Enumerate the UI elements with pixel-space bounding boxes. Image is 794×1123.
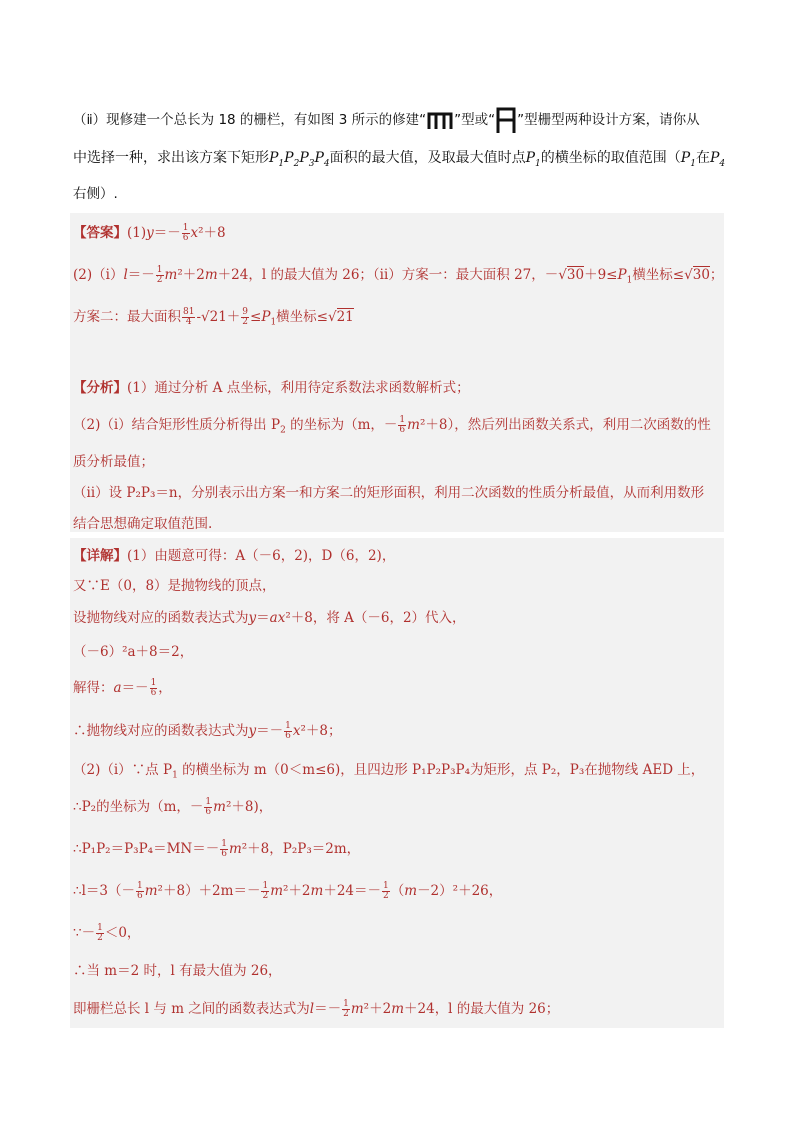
detail-line-8: ∴P₂的坐标为（m，－ $\frac{1}{6}$ m²＋8)， xyxy=(73,797,273,817)
detail-line-1: 【详解】(1）由题意可得：A（－6，2)，D（6，2)， xyxy=(73,548,396,564)
detail-line-2: 又∵E（0，8）是抛物线的顶点， xyxy=(73,578,276,594)
question-line-2: 中选择一种，求出该方案下矩形$P_1P_2P_3P_4$面积的最大值，及取最大值时点$P_1$的横坐标的取值范围（$P_1$在$P_4$ xyxy=(73,150,726,169)
answer-line-1: 【答案】(1)y＝－ $\frac{1}{6}$ x²＋8 xyxy=(73,222,226,243)
detail-line-3: 设抛物线对应的函数表达式为y＝ax²＋8，将 A（－6，2）代入， xyxy=(73,610,466,626)
analysis-line-4: （ⅱ）设 P₂P₃＝n，分别表示出方案一和方案二的矩形面积，利用二次函数的性质分析最值，从而利用数形 xyxy=(73,485,705,501)
analysis-line-5: 结合思想确定取值范围. xyxy=(73,516,213,532)
answer-line-3: 方案二：最大面积 $\frac{81}{4}$ -√21＋ $\frac{9}{2}$ $\le P_1$横坐标≤√21 xyxy=(73,306,354,328)
detail-line-13: 即栅栏总长 l 与 m 之间的函数表达式为l＝－ $\frac{1}{2}$ m²＋2m＋24，l 的最大值为 26； xyxy=(73,999,560,1019)
detail-line-5: 解得：a＝－ $\frac{1}{6}$ ， xyxy=(73,678,172,698)
detail-line-12: ∴当 m＝2 时，l 有最大值为 26， xyxy=(73,963,282,979)
ri-frame-icon xyxy=(495,106,517,134)
question-line-3: 右侧）. xyxy=(73,186,118,202)
detail-line-11: ∵－ $\frac{1}{2}$ ＜0， xyxy=(73,923,141,943)
detail-line-4: （－6）²a＋8＝2， xyxy=(73,644,194,660)
detail-line-6: ∴抛物线对应的函数表达式为y＝－ $\frac{1}{6}$ x²＋8； xyxy=(73,721,342,741)
detail-line-7: （2)（ⅰ）∵点 $P_1$ 的横坐标为 m（0＜m≤6)，且四边形 P₁P₂P₃P₄为矩形，点 P₂，P₃在抛物线 AED 上， xyxy=(73,762,705,781)
answer-line-2: (2)（ⅰ）l＝－ $\frac{1}{2}$ m²＋2m＋24，l 的最大值为 26；（ⅱ）方案一：最大面积 27，$-√30+9\le P_1$横坐标≤√30； xyxy=(73,264,724,286)
analysis-line-3: 质分析最值； xyxy=(73,454,154,470)
analysis-line-2: （2)（ⅰ）结合矩形性质分析得出 $P_2$ 的坐标为（m，－ $\frac{1}{6}$ m²＋8），然后列出函数关系式，利用二次函数的性 xyxy=(73,415,711,436)
detail-line-9: ∴P₁P₂＝P₃P₄＝MN＝－ $\frac{1}{6}$ m²＋8，P₂P₃＝2m， xyxy=(73,839,361,859)
detail-line-10: ∴l＝3（－ $\frac{1}{6}$ m²＋8）＋2m＝－ $\frac{1}{2}$ m²＋2m＋24＝－ $\frac{1}{2}$ （m－2）²＋26， xyxy=(73,881,503,901)
question-line-1: （ⅱ）现修建一个总长为 18 的栅栏，有如图 3 所示的修建“ ”型或“ ”型栅型两种设计方案，请你从 xyxy=(73,106,700,134)
gate-frame-icon xyxy=(426,110,454,130)
analysis-line-1: 【分析】(1）通过分析 A 点坐标，利用待定系数法求函数解析式； xyxy=(73,380,470,396)
